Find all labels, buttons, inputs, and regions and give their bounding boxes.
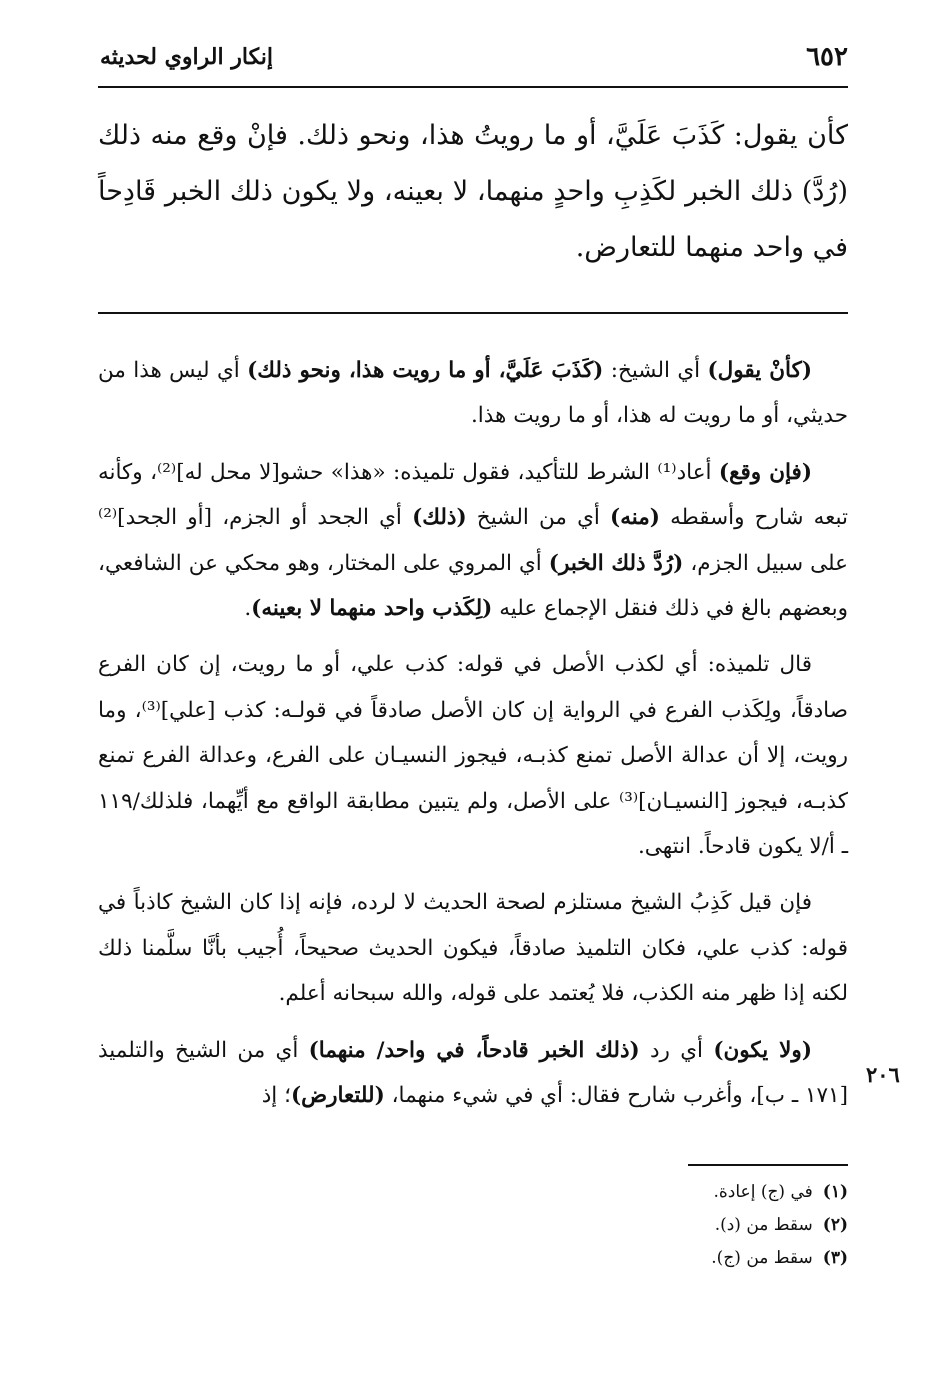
commentary-text: أي الجحد أو الجزم، [أو الجحد]⁽²⁾ على سبيل الجزم،: [98, 505, 848, 576]
quoted-text: (ذلك الخبر قادحاً، في واحد/ منهما): [308, 1037, 640, 1063]
quoted-text: (للتعارض): [290, 1083, 385, 1109]
commentary-text: أي رد: [639, 1037, 714, 1063]
commentary-text: .: [244, 596, 252, 622]
quoted-text: (فإن وقع): [718, 459, 813, 485]
header-rule: [98, 86, 848, 88]
commentary-paragraph-1: [98, 348, 848, 439]
quoted-text: (منه): [610, 505, 660, 531]
main-text: كأن يقول: كَذَبَ عَلَيَّ، أو ما رويتُ هذا، ونحو ذلك. فإنْ وقع منه ذلك (رُدَّ) ذلك الخبر لكَذِبِ واحدٍ منهما، لا بعينه، ولا يكون ذلك الخبر قَادِحاً في واحد منهما للتعارض.: [98, 120, 848, 263]
commentary-paragraph-5: [98, 1028, 848, 1119]
commentary-text: أي ليس هذا من حديثي، أو ما رويت له هذا، أو ما رويت هذا.: [98, 358, 848, 429]
page-number: ٦٥٢: [806, 42, 848, 72]
footnote-text: في (ج) إعادة.: [713, 1182, 813, 1202]
commentary-text: ؛ إذ: [261, 1083, 291, 1109]
commentary-text: أي الشيخ:: [603, 358, 708, 383]
commentary-paragraph-2: [98, 450, 848, 632]
running-title: إنكار الراوي لحديثه: [100, 44, 273, 70]
quoted-text: (ولا يكون): [713, 1037, 812, 1063]
footnote-text: سقط من (ج).: [711, 1248, 813, 1268]
quoted-text: (ذلك): [412, 505, 467, 531]
commentary-text: أي من الشيخ والتلميذ [١٧١ ـ ب]، وأغرب شارح فقال: أي في شيء منهما،: [98, 1037, 848, 1109]
commentary-paragraph-3: قال تلميذه: أي لكذب الأصل في قوله: كذب علي، أو ما رويت، إن كان الفرع صادقاً، ولِكَذب الفرع في الرواية إن كان الأصل صادقاً في قولـه: كذب [علي]⁽³⁾، وما رويت، إلا أن عدالة الأصل تمنع كذبـه، فيجوز النسيـان على الفرع، وعدالة الفرع تمنع كذبـه، فيجوز [النسيـان]⁽³⁾ على الأصل، ولم يتبين مطابقة الواقع مع أيِّهما، فلذلك/١١٩ ـ أ/لا يكون قادحاً. انتهى.: [98, 652, 848, 860]
footnote-number: (٢): [822, 1215, 848, 1235]
commentary-text: أي المروي على المختار، وهو محكي عن الشافعي، وبعضهم بالغ في ذلك فنقل الإجماع عليه: [98, 550, 848, 622]
footnote: [500, 1209, 848, 1242]
margin-reference-number: ٢٠٦: [866, 1062, 900, 1087]
quoted-text: (لِكَذب واحد منهما لا بعينه): [251, 596, 493, 622]
page-header: [100, 38, 848, 86]
text-commentary-divider: [98, 312, 848, 314]
commentary-paragraph-4: فإن قيل كَذِبُ الشيخ مستلزم لصحة الحديث لا لرده، فإنه إذا كان الشيخ كاذباً في قوله: كذب علي، فكان التلميذ صادقاً، فيكون الحديث صحيحاً، أُجيب بأنَّا سلَّمنا ذلك لكنه إذا ظهر منه الكذب، فلا يُعتمد على قوله، والله سبحانه أعلم.: [98, 890, 848, 1007]
footnote-number: (٣): [822, 1248, 848, 1268]
quoted-text: (كَذَبَ عَلَيَّ، أو ما رويت هذا، ونحو ذلك): [247, 358, 604, 383]
footnote: [500, 1176, 848, 1209]
commentary-text: أي من الشيخ: [466, 505, 611, 531]
footnote-rule: [688, 1164, 848, 1166]
commentary-text: أعاد⁽¹⁾ الشرط للتأكيد، فقول تلميذه: «هذا» حشو[لا محل له]⁽²⁾، وكأنه تبعه شارح وأسقطه: [98, 459, 848, 531]
footnote: [500, 1242, 848, 1275]
commentary: [98, 348, 848, 1130]
footnote-text: سقط من (د).: [714, 1215, 813, 1235]
footnotes: [500, 1176, 848, 1275]
quoted-text: (رُدَّ ذلك الخبر): [548, 550, 684, 576]
quoted-text: (كأنْ يقول): [707, 358, 812, 383]
footnote-number: (١): [822, 1182, 848, 1202]
